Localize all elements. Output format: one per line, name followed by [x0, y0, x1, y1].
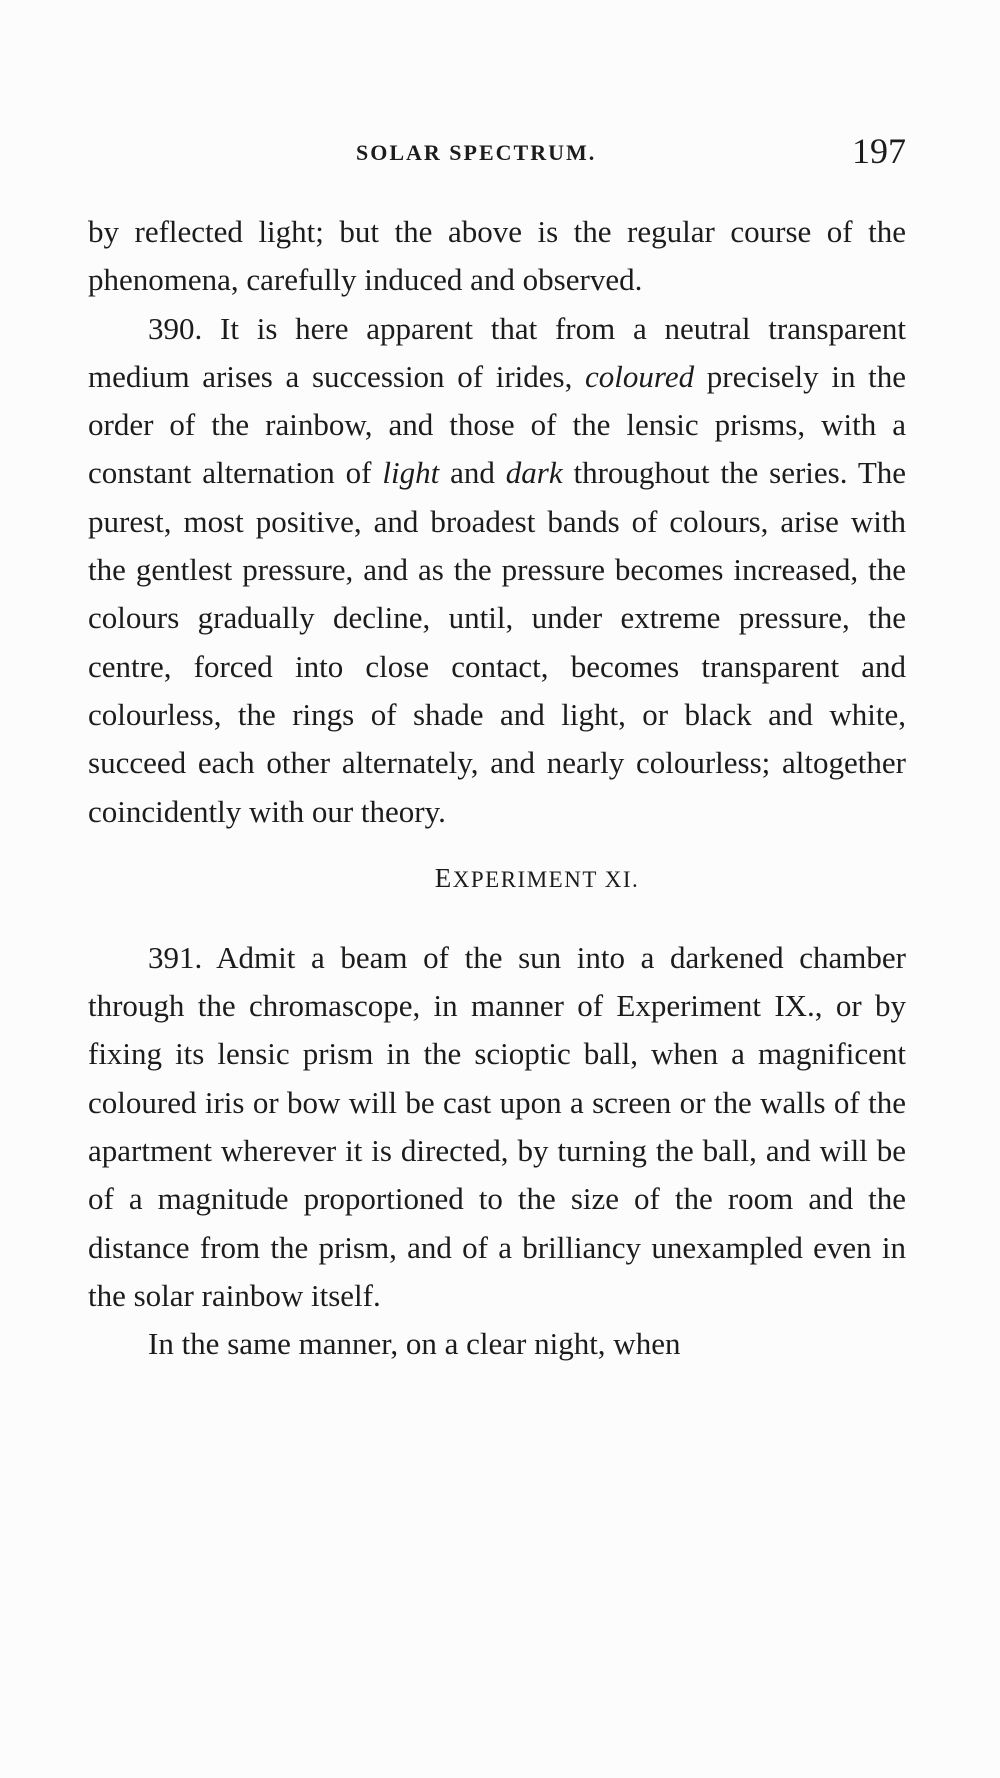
- section-heading: [88, 858, 906, 900]
- paragraph-text: precisely in the order of the rainbow, and those of the lensic prisms, with a constant alternation of: [88, 358, 907, 491]
- paragraph-number: 391.: [148, 939, 203, 975]
- paragraph-390: [88, 305, 906, 836]
- page-number: 197: [852, 131, 906, 171]
- running-head: SOLAR SPECTRUM.: [356, 140, 597, 165]
- body-text: [88, 208, 906, 1369]
- italic-word: coloured: [585, 358, 695, 394]
- paragraph-number: 390.: [148, 310, 203, 346]
- paragraph-continuation: [88, 208, 906, 305]
- page-header: [88, 131, 906, 176]
- paragraph-391: [88, 934, 906, 1320]
- heading-initial: E: [434, 862, 453, 893]
- heading-rest: XPERIMENT XI.: [452, 866, 640, 892]
- italic-word: dark: [505, 455, 563, 491]
- paragraph-text: Admit a beam of the sun into a darkened chamber through the chromascope, in manner of Experiment IX., or by fixing its lensic prism in the scioptic ball, when a magnificent coloured iris or bow will be cast upon a screen or the walls of the apartment wherever it is directed, by turning the ball, and will be of a magnitude proportioned to the size of the room and the distance from the prism, and of a brilliancy unexampled even in the solar rainbow itself.: [88, 939, 906, 1313]
- paragraph-text: In the same manner, on a clear night, when: [148, 1326, 681, 1362]
- paragraph-text: and: [450, 455, 495, 491]
- italic-word: light: [382, 455, 440, 491]
- paragraph-text: It is here apparent that from a neutral transparent medium arises a succession of irides,: [88, 310, 907, 394]
- paragraph-text: throughout the series. The purest, most positive, and broadest bands of colours, arise with the gentlest pressure, and as the pressure becomes increased, the colours gradually decline, until, under extreme pressure, the centre, forced into close contact, becomes transparent and colourless, the rings of shade and light, or black and white, succeed each other alternately, and nearly colourless; altogether coincidently with our theory.: [88, 455, 907, 829]
- paragraph-next: [88, 1320, 906, 1368]
- paragraph-text: by reflected light; but the above is the regular course of the phenomena, carefully induced and observed.: [88, 214, 906, 298]
